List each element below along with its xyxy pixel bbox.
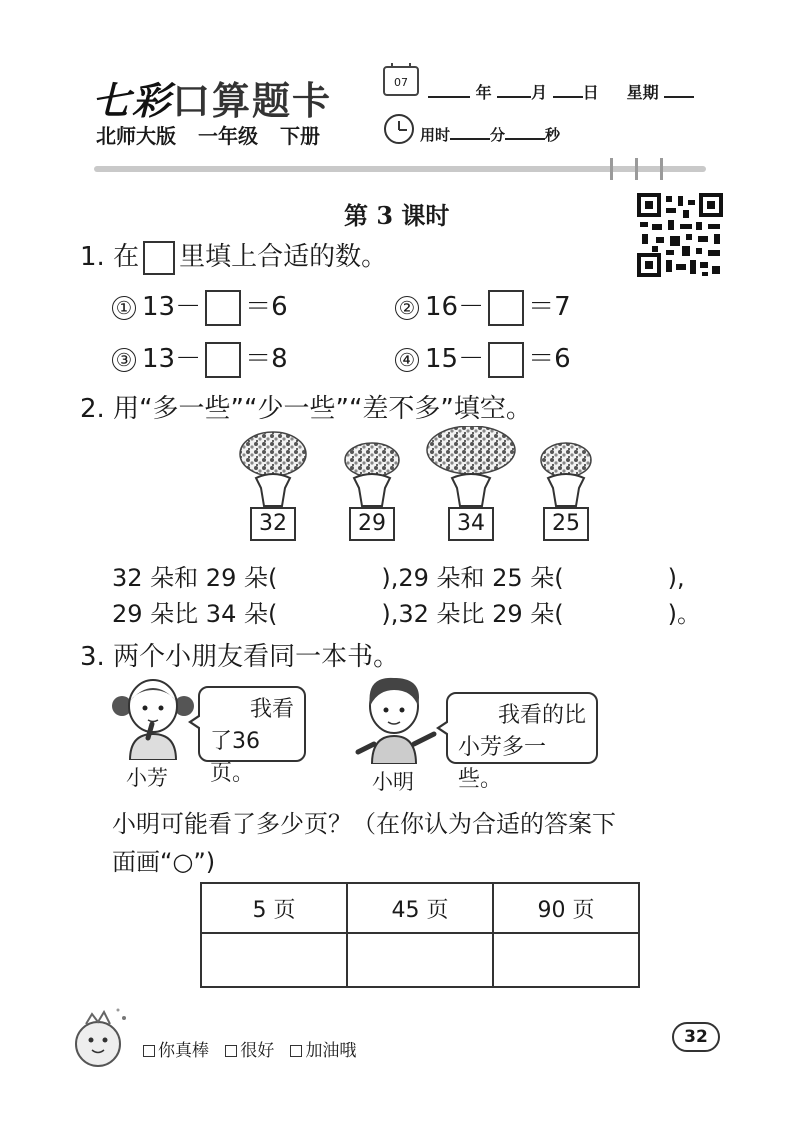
answer-box[interactable] [205, 342, 241, 378]
vase-count-label: 32 [250, 507, 296, 541]
brand-logo: 七彩口算题卡 [92, 78, 333, 123]
flower-bunch-icon [541, 443, 591, 506]
divider-mark [610, 158, 613, 180]
answer-box[interactable] [488, 290, 524, 326]
flower-bunch-icon [427, 426, 515, 506]
calendar-icon: 07 [383, 66, 419, 96]
vase-count-label: 25 [543, 507, 589, 541]
header-divider [94, 166, 706, 172]
table-answer-row [201, 933, 639, 987]
mascot-illustration [66, 1004, 136, 1074]
q2-line-2: 29 朵比 34 朵( ),32 朵比 29 朵( )。 [112, 600, 702, 628]
rating-checkbox[interactable] [143, 1045, 155, 1057]
option-cell: 45 页 [347, 883, 493, 933]
time-used-line: 用时 分 秒 [420, 126, 561, 144]
girl-speech-bubble: 我看 了36页。 [198, 686, 306, 762]
answer-cell[interactable] [493, 933, 639, 987]
answer-cell[interactable] [347, 933, 493, 987]
divider-mark [635, 158, 638, 180]
question-1-prompt: 1. 在 里填上合适的数。 [80, 236, 387, 275]
edition-line: 北师大版 一年级 下册 [96, 124, 320, 148]
option-cell: 90 页 [493, 883, 639, 933]
flower-vases-illustration [230, 426, 600, 508]
girl-illustration [108, 676, 198, 760]
qr-code-icon [636, 192, 724, 278]
rating-checkbox[interactable] [290, 1045, 302, 1057]
question-2-prompt: 2. 用“多一些”“少一些”“差不多”填空。 [80, 394, 532, 424]
rating-options: 你真棒 很好 加油哦 [143, 1036, 356, 1061]
answer-box[interactable] [488, 342, 524, 378]
divider-mark [660, 158, 663, 180]
lesson-title: 第 3 课时 [344, 201, 450, 230]
answer-table [200, 882, 640, 988]
question-3-prompt: 3. 两个小朋友看同一本书。 [80, 642, 400, 672]
q1-item-1: ① 13－ ＝6 [112, 286, 288, 326]
q1-item-3: ③ 13－ ＝8 [112, 338, 288, 378]
answer-box[interactable] [205, 290, 241, 326]
answer-box [143, 241, 175, 275]
q2-line-1: 32 朵和 29 朵( ),29 朵和 25 朵( ), [112, 564, 685, 592]
clock-icon [384, 114, 414, 144]
boy-illustration [350, 672, 440, 764]
q3-question-line-2: 面画“○”) [112, 848, 216, 876]
table-header-row [201, 883, 639, 933]
q3-question-line-1: 小明可能看了多少页？（在你认为合适的答案下 [112, 810, 616, 838]
boy-name: 小明 [372, 770, 414, 794]
vase-count-label: 34 [448, 507, 494, 541]
q1-item-4: ④ 15－ ＝6 [395, 338, 571, 378]
q1-item-2: ② 16－ ＝7 [395, 286, 571, 326]
vase-count-label: 29 [349, 507, 395, 541]
date-line: 年 月 日 星期 [428, 80, 694, 103]
girl-name: 小芳 [126, 766, 168, 790]
option-cell: 5 页 [201, 883, 347, 933]
flower-bunch-icon [240, 432, 306, 506]
page-number: 32 [672, 1022, 720, 1052]
boy-speech-bubble: 我看的比 小芳多一些。 [446, 692, 598, 764]
rating-checkbox[interactable] [225, 1045, 237, 1057]
flower-bunch-icon [345, 443, 399, 506]
answer-cell[interactable] [201, 933, 347, 987]
